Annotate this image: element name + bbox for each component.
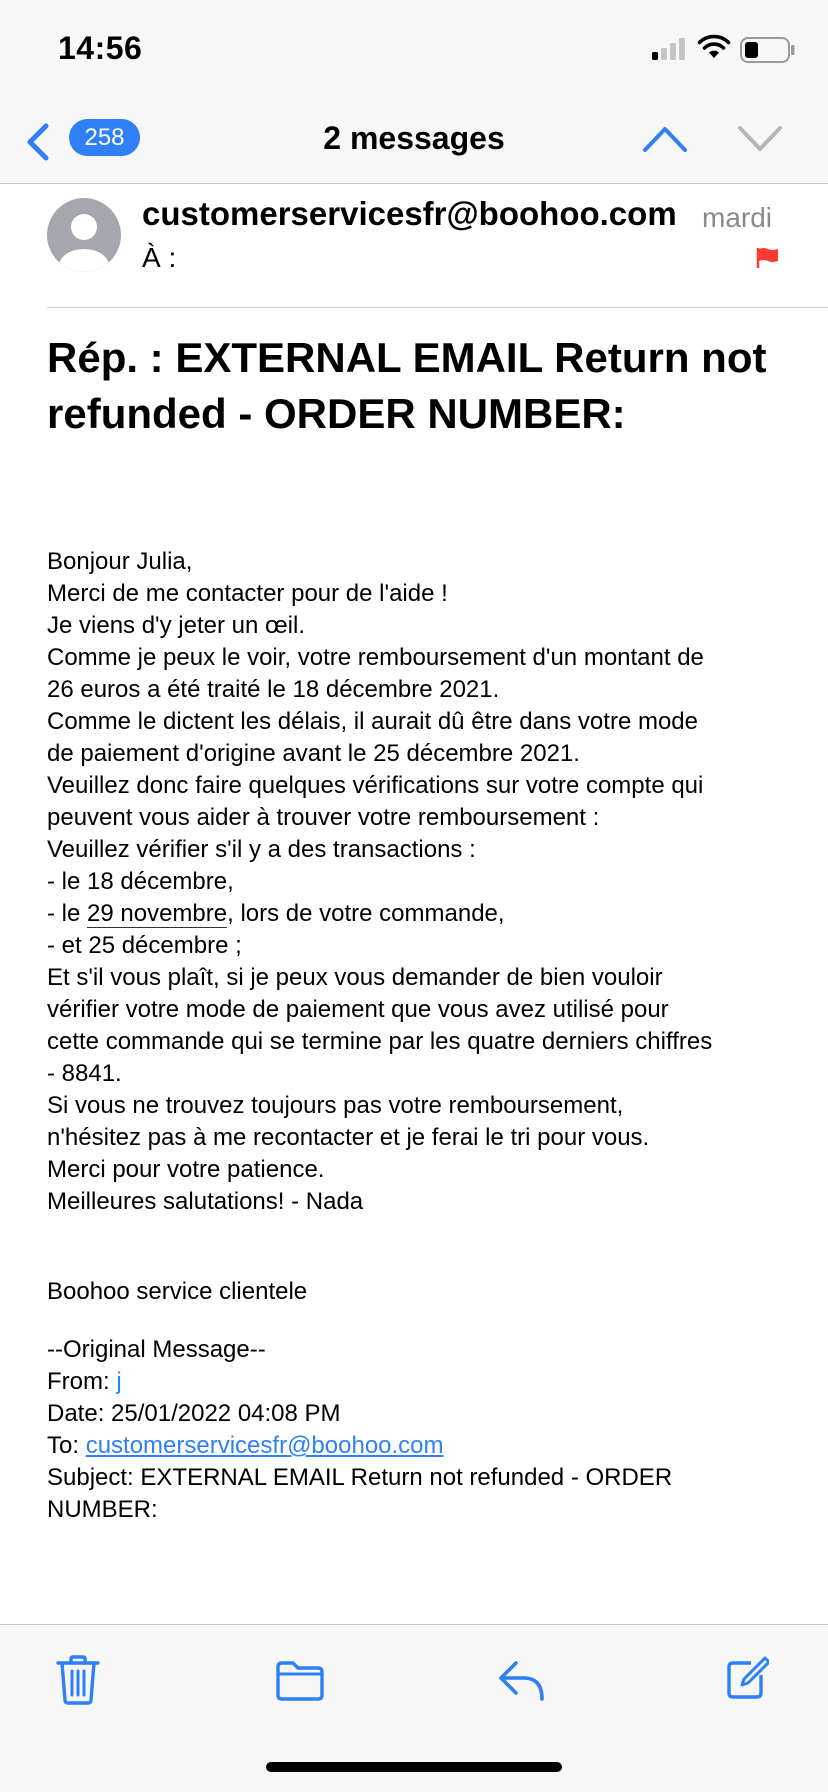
unread-count-badge[interactable]: 258 xyxy=(69,119,140,156)
status-time: 14:56 xyxy=(58,30,143,66)
body-line: de paiement d'origine avant le 25 décembre 2021. xyxy=(47,740,580,767)
recipient-label[interactable]: À : xyxy=(142,242,177,273)
trash-icon[interactable] xyxy=(56,1655,100,1705)
home-indicator xyxy=(266,1762,562,1772)
battery-icon xyxy=(740,37,796,63)
signature: Boohoo service clientele xyxy=(47,1278,308,1305)
body-line: Comme je peux le voir, votre remboursement d'un montant de xyxy=(47,644,704,671)
body-line: - 8841. xyxy=(47,1060,122,1087)
body-line: - le 18 décembre, xyxy=(47,868,234,895)
sender-avatar xyxy=(47,198,121,272)
message-body xyxy=(47,546,787,1526)
cellular-signal-icon xyxy=(652,38,688,60)
original-from xyxy=(47,1366,787,1398)
compose-icon[interactable] xyxy=(725,1655,769,1701)
message-date: mardi xyxy=(702,202,773,233)
body-line: Je viens d'y jeter un œil. xyxy=(47,612,306,639)
next-message-icon[interactable] xyxy=(737,124,783,154)
body-line: Merci de me contacter pour de l'aide ! xyxy=(47,580,448,607)
sender-address[interactable]: customerservicesfr@boohoo.com xyxy=(142,195,677,232)
header-divider xyxy=(47,307,828,308)
body-line: Meilleures salutations! - Nada xyxy=(47,1188,364,1215)
body-line: n'hésitez pas à me recontacter et je ferai le tri pour vous. xyxy=(47,1124,650,1151)
folder-icon[interactable] xyxy=(275,1661,325,1701)
from-link[interactable]: j xyxy=(116,1368,122,1395)
original-message-header: --Original Message-- xyxy=(47,1336,266,1363)
body-line: cette commande qui se termine par les quatre derniers chiffres xyxy=(47,1028,713,1055)
body-line: peuvent vous aider à trouver votre remboursement : xyxy=(47,804,600,831)
to-label: To: xyxy=(47,1432,86,1459)
original-date: Date: 25/01/2022 04:08 PM xyxy=(47,1400,341,1427)
body-line: vérifier votre mode de paiement que vous avez utilisé pour xyxy=(47,996,669,1023)
body-line: Veuillez donc faire quelques vérifications sur votre compte qui xyxy=(47,772,704,799)
thread-title: 2 messages xyxy=(323,120,505,156)
status-bar xyxy=(0,0,828,100)
body-line: - et 25 décembre ; xyxy=(47,932,242,959)
from-label: From: xyxy=(47,1368,117,1395)
body-text: , lors de votre commande, xyxy=(227,900,505,927)
body-line: 26 euros a été traité le 18 décembre 2021. xyxy=(47,676,500,703)
reply-icon[interactable] xyxy=(498,1657,546,1703)
body-line: Si vous ne trouvez toujours pas votre remboursement, xyxy=(47,1092,624,1119)
detected-date-link[interactable]: 29 novembre xyxy=(87,900,228,927)
body-text: - le xyxy=(47,900,88,927)
wifi-icon xyxy=(697,34,731,60)
body-line: Et s'il vous plaît, si je peux vous demander de bien vouloir xyxy=(47,964,663,991)
original-to xyxy=(47,1430,787,1462)
body-line: Bonjour Julia, xyxy=(47,548,193,575)
navigation-bar xyxy=(0,100,828,184)
body-line xyxy=(47,898,787,930)
body-line: Comme le dictent les délais, il aurait dû être dans votre mode xyxy=(47,708,698,735)
body-line: Merci pour votre patience. xyxy=(47,1156,325,1183)
flag-icon xyxy=(756,246,780,270)
previous-message-icon[interactable] xyxy=(642,124,688,154)
body-line: Veuillez vérifier s'il y a des transactions : xyxy=(47,836,476,863)
original-subject-cont: NUMBER: xyxy=(47,1496,158,1523)
message-subject: Rép. : EXTERNAL EMAIL Return not refunded - ORDER NUMBER: xyxy=(47,334,767,437)
email-link[interactable]: customerservicesfr@boohoo.com xyxy=(85,1432,444,1459)
original-subject: Subject: EXTERNAL EMAIL Return not refunded - ORDER xyxy=(47,1464,673,1491)
